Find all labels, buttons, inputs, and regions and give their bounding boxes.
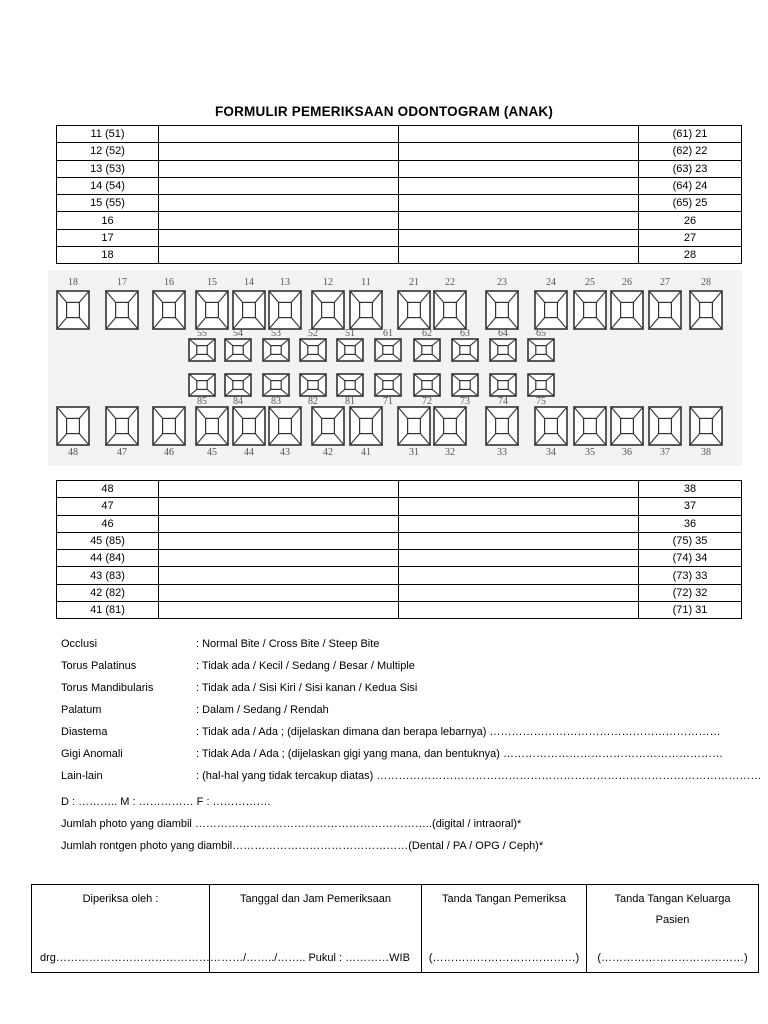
primary-lower-tooth[interactable] bbox=[300, 374, 326, 396]
tooth-label-top: 11 bbox=[361, 277, 371, 288]
permanent-upper-tooth[interactable] bbox=[486, 291, 518, 329]
lower-tooth-row bbox=[57, 567, 742, 584]
examiner-cell[interactable] bbox=[32, 885, 221, 973]
primary-tooth-label-lower: 72 bbox=[422, 396, 432, 407]
upper-tooth-row bbox=[57, 195, 742, 212]
examiner-signature-line[interactable]: (…………………………………) bbox=[428, 952, 580, 964]
tooth-notes-cell[interactable] bbox=[399, 229, 639, 246]
tooth-notes-cell[interactable] bbox=[159, 177, 399, 194]
upper-tooth-row bbox=[57, 177, 742, 194]
tooth-number-left: 43 (83) bbox=[57, 567, 159, 584]
tooth-notes-cell[interactable] bbox=[159, 143, 399, 160]
tooth-label-top: 16 bbox=[164, 277, 174, 288]
permanent-upper-tooth[interactable] bbox=[434, 291, 466, 329]
tooth-number-left: 47 bbox=[57, 498, 159, 515]
tooth-label-top: 18 bbox=[68, 277, 78, 288]
tooth-label-top: 17 bbox=[117, 277, 127, 288]
permanent-lower-tooth[interactable] bbox=[434, 407, 466, 445]
tooth-notes-cell[interactable] bbox=[159, 602, 399, 619]
permanent-lower-tooth[interactable] bbox=[690, 407, 722, 445]
tooth-notes-cell[interactable] bbox=[399, 550, 639, 567]
permanent-lower-tooth[interactable] bbox=[611, 407, 643, 445]
exam-value[interactable]: : (hal-hal yang tidak tercakup diatas) …………………………………………………………………………………………… bbox=[196, 770, 762, 782]
lower-tooth-row bbox=[57, 532, 742, 549]
tooth-number-right: 37 bbox=[639, 498, 742, 515]
primary-upper-tooth[interactable] bbox=[263, 339, 289, 361]
permanent-lower-tooth[interactable] bbox=[312, 407, 344, 445]
tooth-number-right: 26 bbox=[639, 212, 742, 229]
upper-teeth-table bbox=[56, 125, 742, 264]
primary-tooth-label-lower: 83 bbox=[271, 396, 281, 407]
primary-lower-tooth[interactable] bbox=[490, 374, 516, 396]
tooth-notes-cell[interactable] bbox=[399, 143, 639, 160]
permanent-lower-tooth[interactable] bbox=[106, 407, 138, 445]
primary-tooth-label-upper: 54 bbox=[233, 328, 243, 339]
tooth-label-top: 13 bbox=[280, 277, 290, 288]
tooth-number-right: (71) 31 bbox=[639, 602, 742, 619]
tooth-notes-cell[interactable] bbox=[159, 481, 399, 498]
tooth-number-left: 12 (52) bbox=[57, 143, 159, 160]
examiner-signature-header: Tanda Tangan Pemeriksa bbox=[442, 893, 566, 905]
primary-tooth-label-lower: 84 bbox=[233, 396, 243, 407]
primary-tooth-label-lower: 74 bbox=[498, 396, 508, 407]
tooth-notes-cell[interactable] bbox=[159, 567, 399, 584]
tooth-label-bottom: 48 bbox=[68, 447, 78, 458]
tooth-label-bottom: 38 bbox=[701, 447, 711, 458]
primary-tooth-label-lower: 73 bbox=[460, 396, 470, 407]
primary-tooth-label-lower: 81 bbox=[345, 396, 355, 407]
tooth-label-top: 14 bbox=[244, 277, 254, 288]
exam-label: Diastema bbox=[61, 726, 108, 738]
exam-label: Lain-lain bbox=[61, 770, 103, 782]
primary-lower-tooth[interactable] bbox=[414, 374, 440, 396]
tooth-number-right: 28 bbox=[639, 247, 742, 264]
tooth-number-left: 42 (82) bbox=[57, 584, 159, 601]
permanent-lower-tooth[interactable] bbox=[574, 407, 606, 445]
tooth-notes-cell[interactable] bbox=[399, 498, 639, 515]
tooth-notes-cell[interactable] bbox=[399, 515, 639, 532]
permanent-upper-tooth[interactable] bbox=[574, 291, 606, 329]
tooth-notes-cell[interactable] bbox=[399, 177, 639, 194]
tooth-label-bottom: 33 bbox=[497, 447, 507, 458]
tooth-number-left: 14 (54) bbox=[57, 177, 159, 194]
tooth-notes-cell[interactable] bbox=[159, 550, 399, 567]
tooth-label-bottom: 43 bbox=[280, 447, 290, 458]
tooth-number-left: 16 bbox=[57, 212, 159, 229]
primary-lower-tooth[interactable] bbox=[528, 374, 554, 396]
primary-upper-tooth[interactable] bbox=[300, 339, 326, 361]
primary-upper-tooth[interactable] bbox=[452, 339, 478, 361]
signature-table bbox=[31, 884, 759, 973]
permanent-upper-tooth[interactable] bbox=[196, 291, 228, 329]
tooth-number-right: (61) 21 bbox=[639, 126, 742, 143]
photo-count-line[interactable]: Jumlah photo yang diambil ………………………………………………………..(digital / intraoral)* bbox=[61, 818, 522, 830]
tooth-number-right: (73) 33 bbox=[639, 567, 742, 584]
tooth-number-right: (75) 35 bbox=[639, 532, 742, 549]
primary-upper-tooth[interactable] bbox=[189, 339, 215, 361]
permanent-lower-tooth[interactable] bbox=[486, 407, 518, 445]
tooth-number-left: 11 (51) bbox=[57, 126, 159, 143]
tooth-notes-cell[interactable] bbox=[399, 602, 639, 619]
tooth-notes-cell[interactable] bbox=[399, 126, 639, 143]
permanent-upper-tooth[interactable] bbox=[690, 291, 722, 329]
upper-tooth-row bbox=[57, 247, 742, 264]
exam-value[interactable]: : Tidak ada / Ada ; (dijelaskan dimana dan berapa lebarnya) ……………………………………………………… bbox=[196, 726, 721, 738]
tooth-label-bottom: 31 bbox=[409, 447, 419, 458]
exam-datetime-cell[interactable] bbox=[210, 885, 422, 973]
tooth-notes-cell[interactable] bbox=[159, 229, 399, 246]
primary-tooth-label-upper: 51 bbox=[345, 328, 355, 339]
tooth-number-right: 27 bbox=[639, 229, 742, 246]
tooth-label-top: 25 bbox=[585, 277, 595, 288]
upper-tooth-row bbox=[57, 126, 742, 143]
lower-teeth-table bbox=[56, 480, 742, 619]
lower-tooth-row bbox=[57, 481, 742, 498]
permanent-upper-tooth[interactable] bbox=[611, 291, 643, 329]
tooth-notes-cell[interactable] bbox=[399, 567, 639, 584]
tooth-label-top: 15 bbox=[207, 277, 217, 288]
tooth-number-right: 36 bbox=[639, 515, 742, 532]
exam-value[interactable]: : Tidak Ada / Ada ; (dijelaskan gigi yang mana, dan bentuknya) …………………………………………………… bbox=[196, 748, 723, 760]
primary-tooth-label-lower: 82 bbox=[308, 396, 318, 407]
permanent-lower-tooth[interactable] bbox=[649, 407, 681, 445]
examiner-header: Diperiksa oleh : bbox=[82, 893, 159, 905]
tooth-label-bottom: 44 bbox=[244, 447, 254, 458]
primary-tooth-label-upper: 52 bbox=[308, 328, 318, 339]
primary-tooth-label-upper: 62 bbox=[422, 328, 432, 339]
tooth-label-bottom: 45 bbox=[207, 447, 217, 458]
primary-upper-tooth[interactable] bbox=[528, 339, 554, 361]
tooth-notes-cell[interactable] bbox=[159, 195, 399, 212]
permanent-upper-tooth[interactable] bbox=[312, 291, 344, 329]
primary-upper-tooth[interactable] bbox=[490, 339, 516, 361]
tooth-label-bottom: 47 bbox=[117, 447, 127, 458]
tooth-label-bottom: 32 bbox=[445, 447, 455, 458]
exam-label: Palatum bbox=[61, 704, 102, 716]
primary-upper-tooth[interactable] bbox=[375, 339, 401, 361]
tooth-number-left: 44 (84) bbox=[57, 550, 159, 567]
tooth-notes-cell[interactable] bbox=[399, 160, 639, 177]
tooth-label-top: 27 bbox=[660, 277, 670, 288]
permanent-upper-tooth[interactable] bbox=[233, 291, 265, 329]
permanent-lower-tooth[interactable] bbox=[196, 407, 228, 445]
upper-tooth-row bbox=[57, 229, 742, 246]
permanent-upper-tooth[interactable] bbox=[153, 291, 185, 329]
tooth-notes-cell[interactable] bbox=[399, 212, 639, 229]
primary-tooth-label-upper: 61 bbox=[383, 328, 393, 339]
primary-tooth-label-upper: 64 bbox=[498, 328, 508, 339]
tooth-number-left: 17 bbox=[57, 229, 159, 246]
tooth-number-right: (63) 23 bbox=[639, 160, 742, 177]
exam-datetime-line[interactable]: ……/……../…….. Pukul : …………WIB bbox=[221, 952, 410, 964]
tooth-notes-cell[interactable] bbox=[159, 247, 399, 264]
tooth-number-right: (72) 32 bbox=[639, 584, 742, 601]
upper-tooth-row bbox=[57, 143, 742, 160]
tooth-number-left: 41 (81) bbox=[57, 602, 159, 619]
exam-value[interactable]: : Tidak ada / Kecil / Sedang / Besar / Multiple bbox=[196, 660, 415, 672]
tooth-notes-cell[interactable] bbox=[159, 532, 399, 549]
lower-tooth-row bbox=[57, 498, 742, 515]
primary-lower-tooth[interactable] bbox=[375, 374, 401, 396]
permanent-upper-tooth[interactable] bbox=[398, 291, 430, 329]
permanent-lower-tooth[interactable] bbox=[233, 407, 265, 445]
primary-lower-tooth[interactable] bbox=[337, 374, 363, 396]
exam-label: Torus Palatinus bbox=[61, 660, 137, 672]
permanent-lower-tooth[interactable] bbox=[398, 407, 430, 445]
tooth-label-bottom: 37 bbox=[660, 447, 670, 458]
tooth-number-right: (64) 24 bbox=[639, 177, 742, 194]
primary-tooth-label-upper: 65 bbox=[536, 328, 546, 339]
primary-lower-tooth[interactable] bbox=[452, 374, 478, 396]
permanent-lower-tooth[interactable] bbox=[153, 407, 185, 445]
tooth-number-left: 15 (55) bbox=[57, 195, 159, 212]
permanent-lower-tooth[interactable] bbox=[57, 407, 89, 445]
lower-tooth-row bbox=[57, 515, 742, 532]
permanent-upper-tooth[interactable] bbox=[57, 291, 89, 329]
permanent-upper-tooth[interactable] bbox=[106, 291, 138, 329]
permanent-lower-tooth[interactable] bbox=[350, 407, 382, 445]
odontogram-svg bbox=[48, 270, 742, 466]
permanent-upper-tooth[interactable] bbox=[350, 291, 382, 329]
tooth-notes-cell[interactable] bbox=[399, 247, 639, 264]
tooth-label-bottom: 41 bbox=[361, 447, 371, 458]
dmf-line[interactable]: D : ……….. M : …………… F : ……………. bbox=[61, 796, 271, 808]
exam-value[interactable]: : Normal Bite / Cross Bite / Steep Bite bbox=[196, 638, 380, 650]
exam-value[interactable]: : Tidak ada / Sisi Kiri / Sisi kanan / Kedua Sisi bbox=[196, 682, 418, 694]
tooth-notes-cell[interactable] bbox=[159, 126, 399, 143]
permanent-lower-tooth[interactable] bbox=[269, 407, 301, 445]
exam-label: Torus Mandibularis bbox=[61, 682, 154, 694]
lower-tooth-row bbox=[57, 550, 742, 567]
tooth-label-bottom: 36 bbox=[622, 447, 632, 458]
examiner-signature-cell[interactable] bbox=[422, 885, 587, 973]
family-signature-cell[interactable] bbox=[587, 885, 759, 973]
primary-tooth-label-lower: 85 bbox=[197, 396, 207, 407]
tooth-notes-cell[interactable] bbox=[159, 515, 399, 532]
primary-lower-tooth[interactable] bbox=[225, 374, 251, 396]
lower-tooth-row bbox=[57, 584, 742, 601]
primary-tooth-label-upper: 55 bbox=[197, 328, 207, 339]
primary-upper-tooth[interactable] bbox=[414, 339, 440, 361]
tooth-notes-cell[interactable] bbox=[159, 498, 399, 515]
tooth-label-bottom: 46 bbox=[164, 447, 174, 458]
tooth-notes-cell[interactable] bbox=[399, 584, 639, 601]
rontgen-count-line[interactable]: Jumlah rontgen photo yang diambil…………………………………………(Dental / PA / OPG / Ceph)* bbox=[61, 840, 544, 852]
permanent-upper-tooth[interactable] bbox=[269, 291, 301, 329]
tooth-number-right: (62) 22 bbox=[639, 143, 742, 160]
tooth-notes-cell[interactable] bbox=[159, 212, 399, 229]
primary-lower-tooth[interactable] bbox=[263, 374, 289, 396]
lower-tooth-row bbox=[57, 602, 742, 619]
exam-label: Gigi Anomali bbox=[61, 748, 123, 760]
tooth-label-bottom: 35 bbox=[585, 447, 595, 458]
upper-tooth-row bbox=[57, 212, 742, 229]
tooth-number-left: 13 (53) bbox=[57, 160, 159, 177]
tooth-label-top: 24 bbox=[546, 277, 556, 288]
odontogram-chart bbox=[48, 270, 742, 466]
tooth-notes-cell[interactable] bbox=[399, 481, 639, 498]
tooth-label-top: 21 bbox=[409, 277, 419, 288]
permanent-lower-tooth[interactable] bbox=[535, 407, 567, 445]
tooth-label-top: 12 bbox=[323, 277, 333, 288]
tooth-number-right: 38 bbox=[639, 481, 742, 498]
primary-upper-tooth[interactable] bbox=[225, 339, 251, 361]
tooth-notes-cell[interactable] bbox=[159, 160, 399, 177]
tooth-notes-cell[interactable] bbox=[399, 532, 639, 549]
tooth-label-top: 22 bbox=[445, 277, 455, 288]
tooth-number-left: 46 bbox=[57, 515, 159, 532]
tooth-number-right: (74) 34 bbox=[639, 550, 742, 567]
tooth-label-top: 26 bbox=[622, 277, 632, 288]
permanent-upper-tooth[interactable] bbox=[535, 291, 567, 329]
family-signature-line[interactable]: (…………………………………) bbox=[597, 952, 748, 964]
tooth-number-left: 48 bbox=[57, 481, 159, 498]
upper-tooth-row bbox=[57, 160, 742, 177]
family-signature-header: Tanda Tangan Keluarga Pasien bbox=[614, 893, 731, 926]
examiner-name-line[interactable]: drg……………………………………… bbox=[40, 952, 221, 964]
primary-tooth-label-lower: 75 bbox=[536, 396, 546, 407]
tooth-notes-cell[interactable] bbox=[399, 195, 639, 212]
tooth-label-bottom: 42 bbox=[323, 447, 333, 458]
permanent-upper-tooth[interactable] bbox=[649, 291, 681, 329]
tooth-number-right: (65) 25 bbox=[639, 195, 742, 212]
primary-upper-tooth[interactable] bbox=[337, 339, 363, 361]
exam-value[interactable]: : Dalam / Sedang / Rendah bbox=[196, 704, 329, 716]
form-title: FORMULIR PEMERIKSAAN ODONTOGRAM (ANAK) bbox=[214, 104, 554, 119]
tooth-label-top: 28 bbox=[701, 277, 711, 288]
primary-tooth-label-upper: 53 bbox=[271, 328, 281, 339]
primary-tooth-label-lower: 71 bbox=[383, 396, 393, 407]
primary-lower-tooth[interactable] bbox=[189, 374, 215, 396]
tooth-notes-cell[interactable] bbox=[159, 584, 399, 601]
tooth-number-left: 45 (85) bbox=[57, 532, 159, 549]
tooth-number-left: 18 bbox=[57, 247, 159, 264]
exam-label: Occlusi bbox=[61, 638, 98, 650]
tooth-label-bottom: 34 bbox=[546, 447, 556, 458]
tooth-label-top: 23 bbox=[497, 277, 507, 288]
exam-datetime-header: Tanggal dan Jam Pemeriksaan bbox=[239, 893, 392, 905]
primary-tooth-label-upper: 63 bbox=[460, 328, 470, 339]
